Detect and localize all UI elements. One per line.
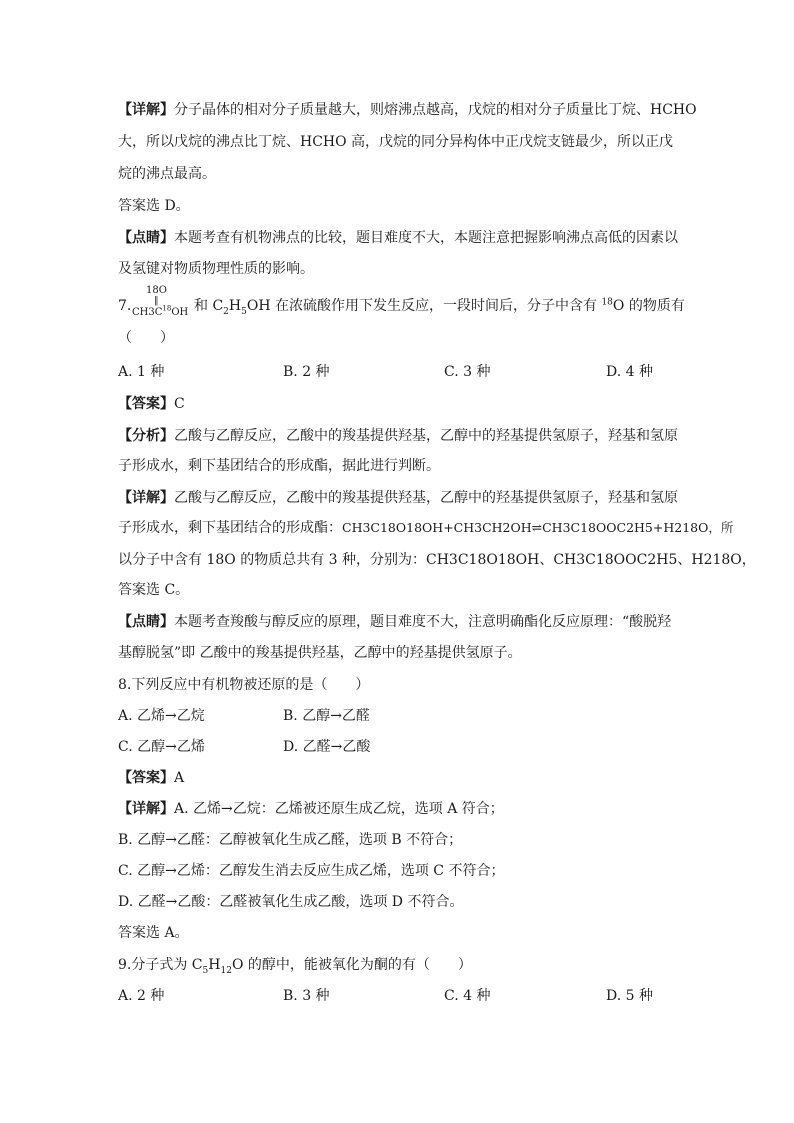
structure-bottom: $CH3C^{18}OH$ — [132, 304, 189, 318]
q7-stem: 和 $C_2H_5OH$ 在浓硫酸作用下发生反应，一段时间后，分子中含有 $^{18}$O 的物质有 — [194, 297, 685, 317]
q6-detail-line2: 大，所以戊烷的沸点比丁烷、HCHO 高，戊烷的同分异构体中正戊烷支链最少，所以正戊 — [118, 134, 674, 150]
q9-stem: 9.分子式为 $C_5H_{12}O$ 的醇中，能被氧化为酮的有（ ） — [118, 957, 472, 976]
q8-detail-line1: 【详解】A. 乙烯→乙烷：乙烯被还原生成乙烷，选项 A 符合； — [118, 801, 504, 817]
q9-option-a: A. 2 种 — [118, 988, 165, 1004]
q7-answer: 【答案】C — [118, 396, 185, 412]
q7-comment-line1: 【点睛】本题考查羧酸与醇反应的原理，题目难度不大，注意明确酯化反应原理：“酸脱羟 — [118, 614, 672, 630]
q7-detail-line1: 【详解】乙酸与乙醇反应，乙酸中的羧基提供羟基，乙醇中的羟基提供氢原子，羟基和氢原 — [118, 490, 678, 506]
q6-detail-line3: 烷的沸点最高。 — [118, 166, 216, 182]
q6-answer-choice: 答案选 D。 — [118, 198, 190, 214]
q8-option-a: A. 乙烯→乙烷 — [118, 708, 205, 724]
q7-detail-line2: 子形成水，剩下基团结合的形成酯：CH3C18O18OH+CH3CH2OH⇌CH3C18OOC2H5+H218O，所 — [118, 520, 734, 536]
esterification-equation: CH3C18O18OH+CH3CH2OH⇌CH3C18OOC2H5+H218O，所 — [342, 520, 734, 535]
q8-option-c: C. 乙醇→乙烯 — [118, 739, 205, 755]
detail-tag: 【详解】 — [118, 801, 174, 817]
q7-option-c: C. 3 种 — [444, 364, 491, 380]
answer-tag: 【答案】 — [118, 396, 174, 412]
detail-tag: 【详解】 — [118, 102, 174, 118]
q9-option-c: C. 4 种 — [444, 988, 491, 1004]
q7-answer-choice: 答案选 C。 — [118, 582, 190, 598]
q8-detail-line3: C. 乙醇→乙烯：乙醇发生消去反应生成乙烯，选项 C 不符合； — [118, 863, 505, 879]
q9-option-d: D. 5 种 — [606, 988, 653, 1004]
detail-tag: 【详解】 — [118, 490, 174, 506]
q7-detail-line3: 以分子中含有 18O 的物质总共有 3 种，分别为：CH3C18O18OH、CH3C18OOC2H5、H218O， — [118, 552, 756, 568]
q8-answer: 【答案】A — [118, 770, 185, 786]
q7-option-b: B. 2 种 — [283, 364, 330, 380]
q7-comment-line2: 基醇脱氢”即 乙酸中的羧基提供羟基，乙醇中的羟基提供氢原子。 — [118, 645, 522, 661]
analysis-tag: 【分析】 — [118, 428, 174, 444]
q6-detail-line1: 【详解】分子晶体的相对分子质量越大，则熔沸点越高，戊烷的相对分子质量比丁烷、HCHO — [118, 102, 697, 118]
q7-analysis-line2: 子形成水，剩下基团结合的形成酯，据此进行判断。 — [118, 458, 440, 474]
q7-paren: （ ） — [118, 330, 174, 346]
q7-analysis-line1: 【分析】乙酸与乙醇反应，乙酸中的羧基提供羟基，乙醇中的羟基提供氢原子，羟基和氢原 — [118, 428, 678, 444]
q9-option-b: B. 3 种 — [283, 988, 330, 1004]
acetic-acid-structure — [128, 286, 198, 326]
q6-comment-line2: 及氢键对物质物理性质的影响。 — [118, 261, 314, 277]
q8-option-d: D. 乙醛→乙酸 — [283, 739, 371, 755]
double-bond-mark: ‖ — [154, 296, 159, 306]
structure-top-label: 18O — [146, 285, 167, 296]
q8-stem: 8.下列反应中有机物被还原的是（ ） — [118, 677, 370, 693]
q7-option-d: D. 4 种 — [606, 364, 653, 380]
comment-tag: 【点睛】 — [118, 230, 174, 246]
q6-comment-line1: 【点睛】本题考查有机物沸点的比较，题目难度不大，本题注意把握影响沸点高低的因素以 — [118, 230, 678, 246]
answer-tag: 【答案】 — [118, 770, 174, 786]
q7-option-a: A. 1 种 — [118, 364, 165, 380]
q8-detail-line4: D. 乙醛→乙酸：乙醛被氧化生成乙酸，选项 D 不符合。 — [118, 894, 464, 910]
q8-detail-line2: B. 乙醇→乙醛：乙醇被氧化生成乙醛，选项 B 不符合； — [118, 832, 463, 848]
q8-answer-choice: 答案选 A。 — [118, 925, 189, 941]
q7-number: 7. — [118, 298, 132, 314]
q8-option-b: B. 乙醇→乙醛 — [283, 708, 370, 724]
comment-tag: 【点睛】 — [118, 614, 174, 630]
